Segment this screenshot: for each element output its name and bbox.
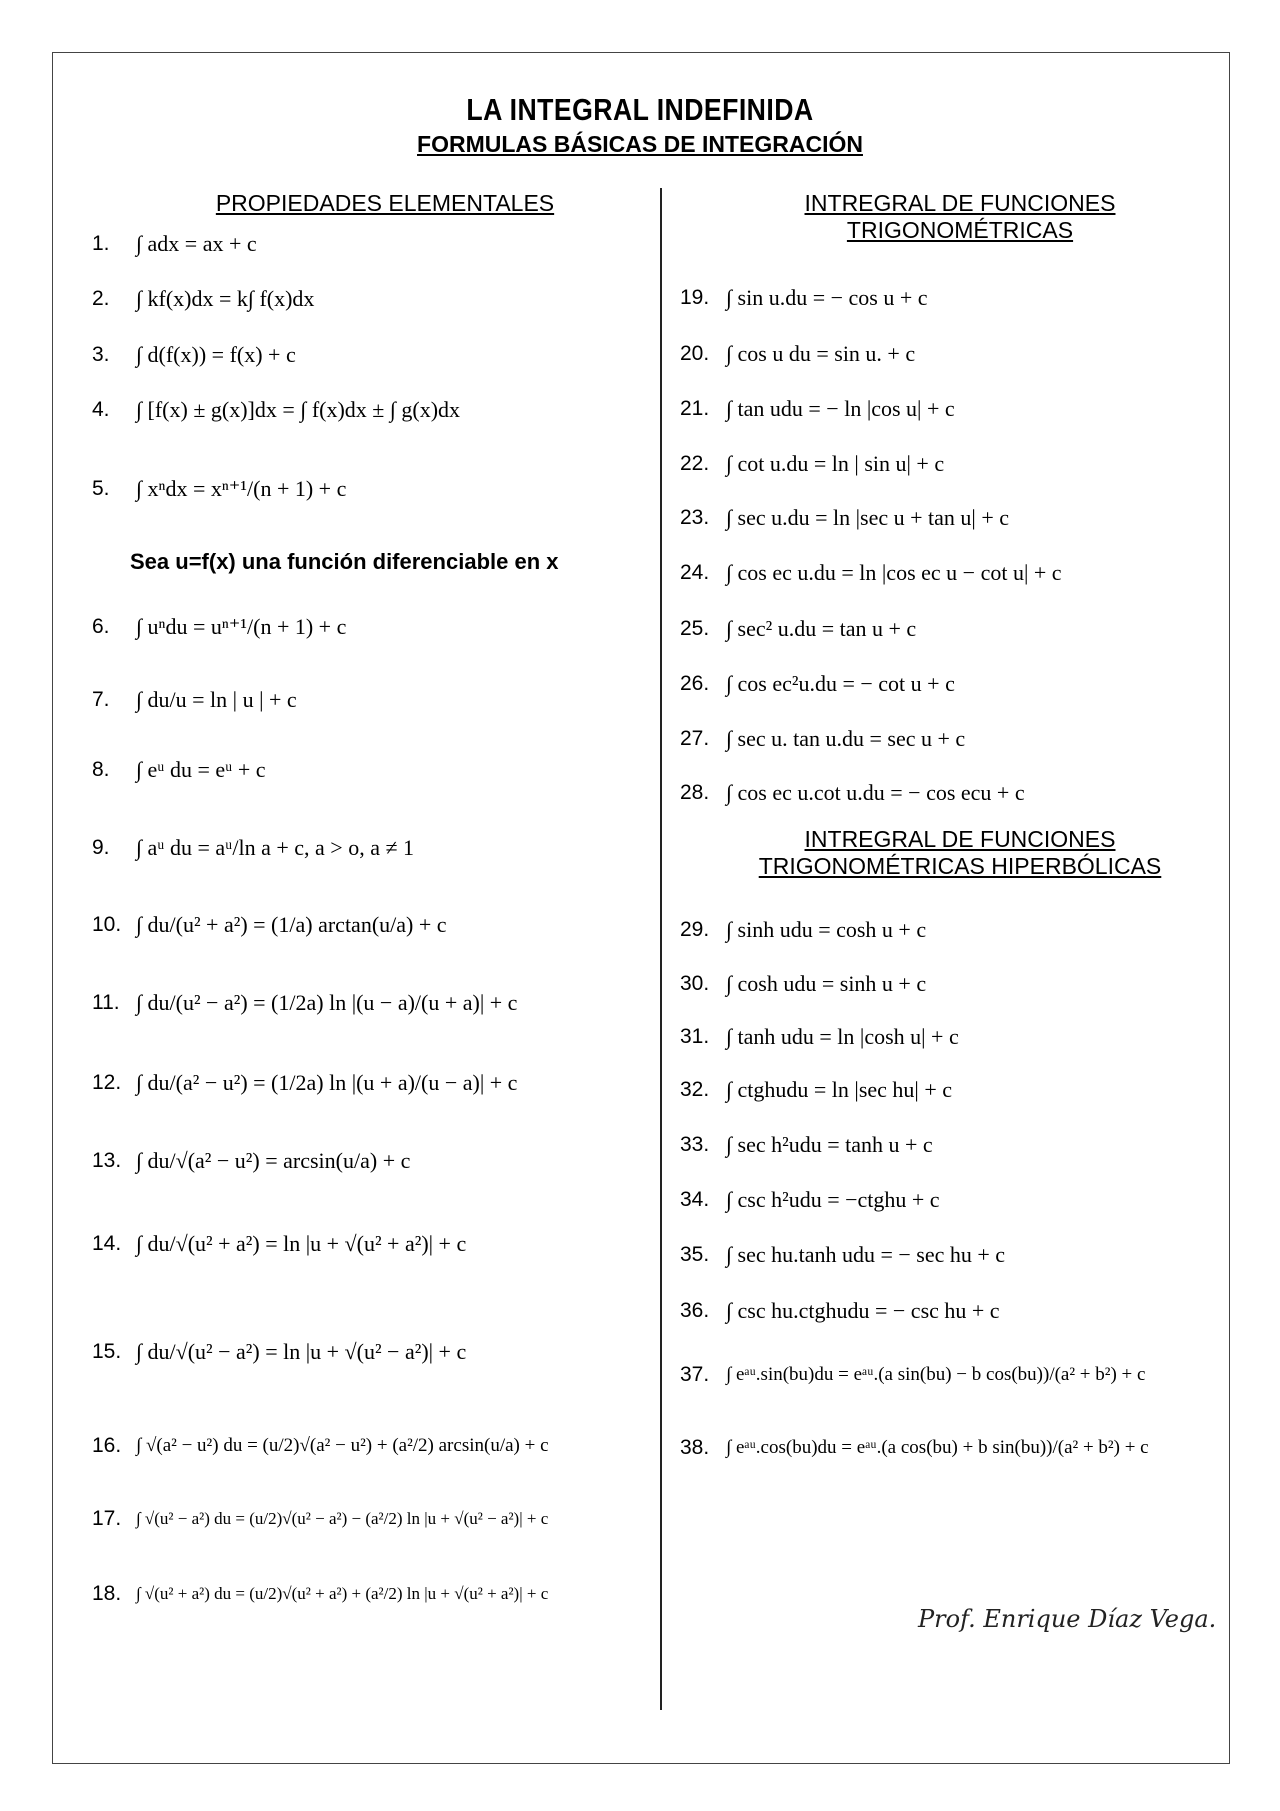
formula-item-21 [680,384,955,434]
formula-item-37 [680,1350,1145,1400]
formula-expression: ∫ ctghudu = ln |sec hu| + c [726,1076,952,1102]
formula-expression: ∫ sec h²udu = tanh u + c [726,1131,933,1157]
formula-expression: ∫ csc h²udu = −ctghu + c [726,1186,940,1212]
formula-expression: ∫ tanh udu = ln |cosh u| + c [726,1023,959,1049]
formula-number: 25. [680,617,710,640]
heading-line: TRIGONOMÉTRICAS [846,217,1074,243]
formula-expression: ∫ eᵃᵘ.cos(bu)du = eᵃᵘ.(a cos(bu) + b sin(bu))/(a² + b²) + c [726,1436,1149,1458]
formula-expression: ∫ kf(x)dx = k∫ f(x)dx [136,285,315,311]
formula-item-2 [92,274,314,324]
formula-expression: ∫ sinh udu = cosh u + c [726,916,927,942]
formula-expression: ∫ √(u² − a²) du = (u/2)√(u² − a²) − (a²/2) ln |u + √(u² − a²)| + c [136,1508,549,1528]
formula-expression: ∫ tan udu = − ln |cos u| + c [726,395,955,421]
formula-expression: ∫ sec hu.tanh udu = − sec hu + c [726,1241,1006,1267]
formula-item-28 [680,768,1025,818]
heading-line: INTREGRAL DE FUNCIONES [804,826,1116,852]
formula-expression: ∫ cos ec u.cot u.du = − cos ecu + c [726,779,1025,805]
left-section-heading: PROPIEDADES ELEMENTALES [215,190,555,216]
formula-expression: ∫ xⁿdx = xⁿ⁺¹/(n + 1) + c [136,475,347,501]
formula-number: 27. [680,727,710,750]
formula-number: 35. [680,1243,710,1266]
formula-item-38 [680,1423,1149,1473]
formula-expression: ∫ cosh udu = sinh u + c [726,970,927,996]
formula-number: 21. [680,397,710,420]
formula-item-34 [680,1175,940,1225]
formula-expression: ∫ du/√(u² − a²) = ln |u + √(u² − a²)| + c [136,1338,467,1364]
formula-item-18 [92,1569,548,1619]
formula-number: 31. [680,1025,710,1048]
formula-item-26 [680,659,955,709]
formula-expression: ∫ csc hu.ctghudu = − csc hu + c [726,1297,1000,1323]
formula-item-8 [92,745,266,795]
formula-item-24 [680,548,1062,598]
formula-number: 8. [92,758,110,781]
formula-item-14 [92,1219,466,1269]
formula-number: 23. [680,506,710,529]
formula-expression: ∫ cot u.du = ln | sin u| + c [726,450,945,476]
formula-item-10 [92,900,447,950]
formula-number: 16. [92,1434,122,1457]
right-section-heading-hyperbolic [730,826,1190,880]
formula-number: 19. [680,286,710,309]
formula-expression: ∫ √(a² − u²) du = (u/2)√(a² − u²) + (a²/2) arcsin(u/a) + c [136,1434,549,1456]
formula-expression: ∫ adx = ax + c [136,230,257,256]
formula-number: 2. [92,287,110,310]
formula-item-32 [680,1065,952,1115]
formula-item-20 [680,329,915,379]
formula-number: 29. [680,918,710,941]
formula-item-19 [680,273,928,323]
formula-number: 6. [92,615,110,638]
formula-item-22 [680,439,944,489]
right-section-heading-trig [760,190,1160,244]
formula-number: 13. [92,1149,122,1172]
page-subtitle: FORMULAS BÁSICAS DE INTEGRACIÓN [417,131,863,157]
formula-item-33 [680,1120,933,1170]
formula-number: 24. [680,561,710,584]
formula-expression: ∫ sec² u.du = tan u + c [726,615,917,641]
formula-number: 5. [92,477,110,500]
formula-expression: ∫ [f(x) ± g(x)]dx = ∫ f(x)dx ± ∫ g(x)dx [136,396,461,422]
formula-item-13 [92,1136,410,1186]
formula-expression: ∫ sin u.du = − cos u + c [726,284,928,310]
formula-expression: ∫ eᵘ du = eᵘ + c [136,756,266,782]
formula-item-6 [92,602,346,652]
author-signature: Prof. Enrique Díaz Vega. [918,1605,1217,1633]
formula-number: 33. [680,1133,710,1156]
formula-number: 3. [92,343,110,366]
formula-expression: ∫ cos u du = sin u. + c [726,340,916,366]
formula-number: 22. [680,452,710,475]
formula-expression: ∫ eᵃᵘ.sin(bu)du = eᵃᵘ.(a sin(bu) − b cos(bu))/(a² + b²) + c [726,1363,1146,1385]
formula-expression: ∫ aᵘ du = aᵘ/ln a + c, a > o, a ≠ 1 [136,834,415,860]
formula-expression: ∫ du/√(a² − u²) = arcsin(u/a) + c [136,1147,411,1173]
substitution-note: Sea u=f(x) una función diferenciable en x [130,549,559,574]
formula-number: 4. [92,398,110,421]
formula-item-16 [92,1421,549,1471]
formula-expression: ∫ du/(u² + a²) = (1/a) arctan(u/a) + c [136,911,447,937]
page-title: LA INTEGRAL INDEFINIDA [466,92,814,127]
formula-number: 28. [680,781,710,804]
formula-item-15 [92,1327,466,1377]
formula-number: 7. [92,688,110,711]
formula-number: 38. [680,1436,710,1459]
formula-item-9 [92,823,414,873]
formula-item-30 [680,959,926,1009]
formula-expression: ∫ sec u. tan u.du = sec u + c [726,725,966,751]
formula-number: 9. [92,836,110,859]
formula-item-23 [680,493,1009,543]
formula-item-17 [92,1494,548,1544]
formula-expression: ∫ du/(u² − a²) = (1/2a) ln |(u − a)/(u + a)| + c [136,989,518,1015]
formula-number: 14. [92,1232,122,1255]
formula-number: 18. [92,1582,122,1605]
formula-expression: ∫ sec u.du = ln |sec u + tan u| + c [726,504,1009,530]
formula-number: 36. [680,1299,710,1322]
formula-item-4 [92,385,460,435]
formula-item-35 [680,1230,1005,1280]
formula-number: 30. [680,972,710,995]
formula-number: 26. [680,672,710,695]
heading-line: INTREGRAL DE FUNCIONES [804,190,1116,216]
formula-expression: ∫ √(u² + a²) du = (u/2)√(u² + a²) + (a²/2) ln |u + √(u² + a²)| + c [136,1583,549,1603]
formula-item-12 [92,1058,517,1108]
formula-number: 12. [92,1071,122,1094]
formula-number: 20. [680,342,710,365]
formula-item-25 [680,604,916,654]
formula-expression: ∫ du/u = ln | u | + c [136,686,297,712]
column-divider [660,188,662,1710]
formula-item-36 [680,1286,1000,1336]
formula-expression: ∫ cos ec²u.du = − cot u + c [726,670,955,696]
formula-expression: ∫ du/(a² − u²) = (1/2a) ln |(u + a)/(u − a)| + c [136,1069,518,1095]
formula-number: 34. [680,1188,710,1211]
formula-item-11 [92,978,517,1028]
formula-number: 1. [92,232,110,255]
formula-number: 15. [92,1340,122,1363]
formula-expression: ∫ du/√(u² + a²) = ln |u + √(u² + a²)| + c [136,1230,467,1256]
formula-number: 10. [92,913,122,936]
formula-item-7 [92,675,297,725]
formula-number: 17. [92,1507,122,1530]
formula-item-29 [680,905,926,955]
formula-expression: ∫ d(f(x)) = f(x) + c [136,341,296,367]
formula-number: 37. [680,1363,710,1386]
formula-item-1 [92,219,257,269]
formula-expression: ∫ cos ec u.du = ln |cos ec u − cot u| + c [726,559,1062,585]
formula-number: 32. [680,1078,710,1101]
formula-item-5 [92,464,346,514]
heading-line: TRIGONOMÉTRICAS HIPERBÓLICAS [758,853,1162,879]
formula-item-3 [92,330,296,380]
formula-number: 11. [92,991,120,1014]
formula-item-27 [680,714,965,764]
formula-item-31 [680,1012,959,1062]
formula-expression: ∫ uⁿdu = uⁿ⁺¹/(n + 1) + c [136,613,347,639]
